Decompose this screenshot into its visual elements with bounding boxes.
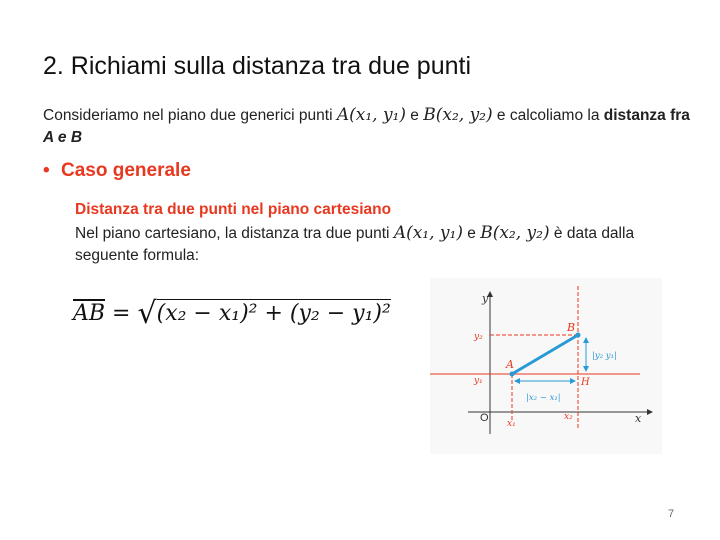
sub-text-start: Nel piano cartesiano, la distanza tra due punti	[75, 225, 394, 242]
dx-label: |x₂ − x₁|	[526, 393, 561, 403]
formula-radicand: (x₂ − x₁)² + (y₂ − y₁)²	[156, 301, 391, 326]
y2-left-label: y₂	[474, 332, 483, 342]
intro-text-end: e calcoliamo la	[492, 107, 604, 124]
intro-point-b: B(x₂, y₂)	[423, 105, 493, 125]
formula-lhs: $\overline{AB}$	[73, 301, 106, 326]
sub-heading: Distanza tra due punti nel piano cartesiano	[75, 201, 392, 218]
bullet-caso-generale	[43, 160, 191, 182]
dy-label: |y₂ y₁|	[592, 351, 617, 361]
point-b-label: B	[567, 321, 576, 334]
intro-paragraph	[43, 104, 693, 149]
sub-point-a: A(x₁, y₁)	[393, 223, 463, 243]
bullet-label: Caso generale	[61, 160, 191, 181]
sub-text-mid: e	[462, 225, 481, 242]
point-b-dot	[576, 333, 581, 338]
y1-left-label: y₁	[474, 376, 483, 386]
point-a-dot	[510, 372, 515, 377]
y-axis-label: y	[482, 292, 489, 305]
cartesian-figure-svg	[430, 278, 662, 454]
x2-below-label: x₂	[564, 412, 573, 422]
intro-text-mid: e	[406, 107, 424, 124]
x-axis-label: x	[635, 412, 642, 425]
bullet-dot: •	[43, 160, 50, 181]
point-h-label: H	[581, 377, 590, 388]
slide-title: 2. Richiami sulla distanza tra due punti	[43, 52, 472, 80]
sub-text-end: è data dalla seguente formula:	[75, 225, 635, 264]
sub-point-b: B(x₂, y₂)	[480, 223, 550, 243]
distance-formula	[73, 296, 391, 331]
cartesian-figure	[430, 278, 662, 454]
intro-bold-italic: A e B	[43, 129, 83, 146]
intro-bold-text: distanza fra	[603, 107, 690, 124]
radical-sign: √	[137, 296, 157, 331]
sub-paragraph	[75, 222, 675, 267]
intro-text-start: Consideriamo nel piano due generici punti	[43, 107, 337, 124]
formula-eq: =	[105, 301, 138, 326]
origin-label: O	[480, 412, 489, 424]
page-number: 7	[668, 508, 675, 520]
x1-below-label: x₁	[507, 419, 516, 429]
intro-point-a: A(x₁, y₁)	[336, 105, 406, 125]
point-a-label: A	[506, 358, 514, 371]
segment-ab	[512, 335, 578, 374]
